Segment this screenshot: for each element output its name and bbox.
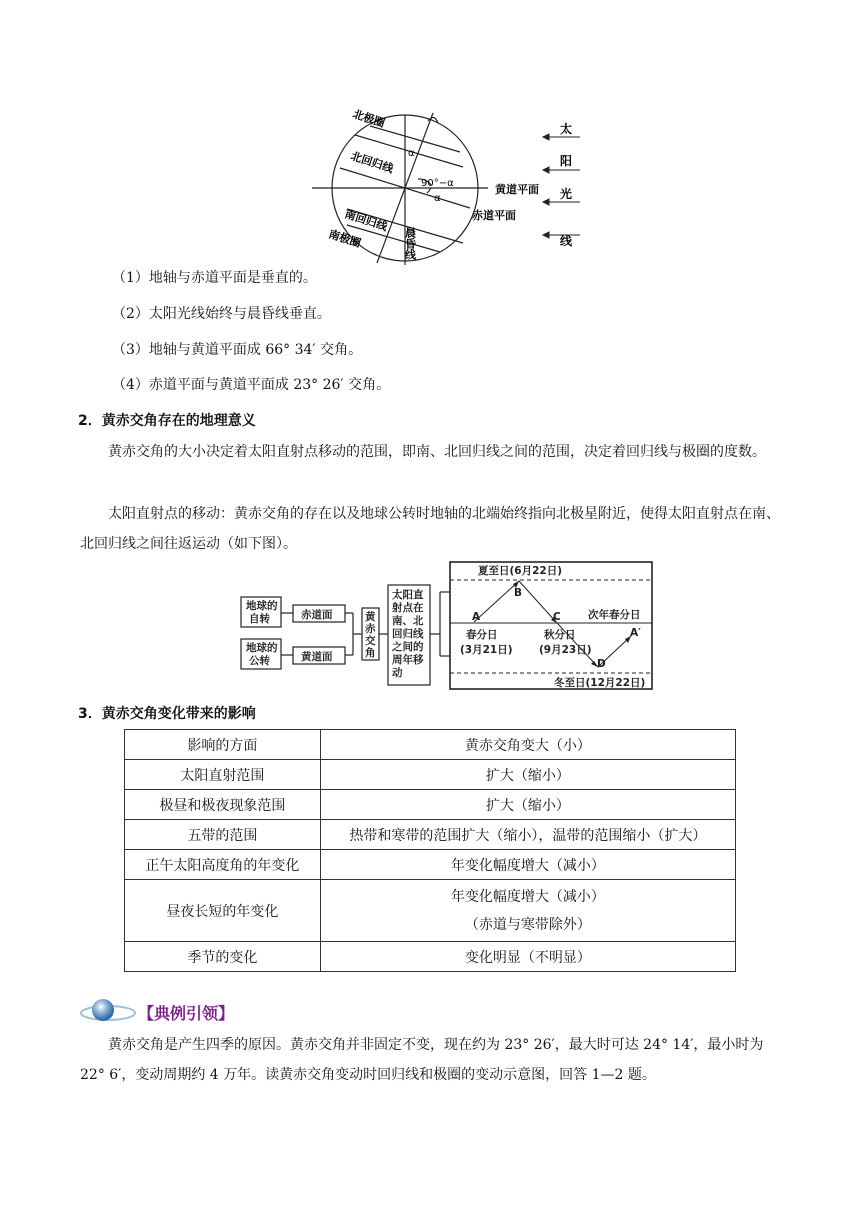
movement-line-2: 射点在 [392, 602, 424, 614]
table-cell: 热带和寒带的范围扩大（缩小），温带的范围缩小（扩大） [320, 820, 735, 850]
terminator-text: 晨昏线 [403, 227, 417, 260]
globe-icon [78, 996, 138, 1026]
movement-line-5: 之间的 [392, 641, 424, 653]
section-2-title: 2．黄赤交角存在的地理意义 [78, 413, 256, 429]
table-row [125, 820, 736, 850]
spring-equinox-date: (3月21日) [460, 644, 513, 656]
movement-line-3: 南、北 [392, 615, 424, 627]
table-cell: 昼夜长短的年变化 [125, 880, 321, 942]
spring-equinox-label: 春分日 [466, 629, 498, 641]
table-header-row [125, 730, 736, 760]
revolution-line-2: 公转 [249, 655, 270, 667]
movement-frame [450, 562, 652, 689]
table-row [125, 942, 736, 972]
obliquity-char-4: 角 [365, 647, 376, 659]
example-paragraph: 黄赤交角是产生四季的原因。黄赤交角并非固定不变，现在约为 23° 26′，最大时可达 24° 14′，最小时为 22° 6′，变动周期约 4 万年。读黄赤交角变动时回归线和极圈的变动示意图，回答 1—2 题。 [80, 1037, 764, 1083]
point-4: （4）赤道平面与黄道平面成 23° 26′ 交角。 [112, 377, 391, 393]
tropic-capricorn-label: 南回归线 [343, 207, 389, 234]
alpha-label-2: α [434, 193, 441, 204]
sun-char-4: 线 [560, 234, 573, 248]
rotation-line-1: 地球的 [246, 600, 278, 612]
section-2-para-1: 黄赤交角的大小决定着太阳直射点移动的范围，即南、北回归线之间的范围，决定着回归线与极圈的度数。 [108, 444, 766, 460]
autumn-equinox-label: 秋分日 [544, 629, 576, 641]
rotation-line-2: 自转 [249, 613, 270, 625]
next-spring-label: 次年春分日 [588, 609, 641, 621]
table-cell: 极昼和极夜现象范围 [125, 790, 321, 820]
sun-char-3: 光 [560, 187, 573, 201]
sun-char-1: 太 [560, 122, 573, 136]
point-3: （3）地轴与黄道平面成 66° 34′ 交角。 [112, 342, 363, 358]
table-cell: 扩大（缩小） [320, 760, 735, 790]
autumn-equinox-date: (9月23日) [539, 644, 592, 656]
equator-plane-label: 赤道面 [301, 609, 333, 621]
south-polar-label: 南极圈 [327, 227, 363, 251]
daylen-line-2: （赤道与寒带除外） [464, 916, 591, 933]
earth-obliquity-diagram [300, 95, 600, 270]
point-2: （2）太阳光线始终与晨昏线垂直。 [112, 306, 331, 322]
summer-solstice-label: 夏至日(6月22日) [478, 565, 563, 577]
ecliptic-label: 黄道平面 [495, 183, 539, 196]
point-c: C [553, 611, 561, 623]
terminator-label [404, 226, 417, 261]
point-a: A [472, 611, 481, 623]
obliquity-char-2: 赤 [365, 623, 376, 635]
equator-label: 赤道平面 [472, 209, 516, 222]
direct-point-movement-diagram [236, 560, 656, 692]
section-3-title: 3．黄赤交角变化带来的影响 [78, 706, 256, 722]
arctic-circle-line [370, 126, 460, 152]
table-row [125, 880, 736, 942]
movement-line-1: 太阳直 [392, 589, 424, 601]
table-row [125, 850, 736, 880]
sun-rays [543, 134, 580, 238]
section-2-para-2: 太阳直射点的移动：黄赤交角的存在以及地球公转时地轴的北端始终指向北极星附近，使得太阳直射点在南、北回归线之间往返运动（如下图）。 [80, 506, 780, 552]
obliquity-char-1: 黄 [365, 611, 376, 623]
table-cell: 太阳直射范围 [125, 760, 321, 790]
daylen-line-1: 年变化幅度增大（减小） [450, 888, 605, 905]
impact-table [124, 729, 736, 972]
winter-solstice-label: 冬至日(12月22日) [554, 677, 646, 689]
table-cell: 变化明显（不明显） [320, 942, 735, 972]
table-cell: 五带的范围 [125, 820, 321, 850]
table-row [125, 760, 736, 790]
point-d: D [597, 658, 606, 670]
table-cell [320, 880, 735, 942]
sun-char-2: 阳 [560, 154, 573, 168]
point-1: （1）地轴与赤道平面是垂直的。 [112, 270, 317, 286]
north-polar-label: 北极圈 [351, 107, 387, 131]
tropic-cancer-label: 北回归线 [349, 149, 395, 176]
angle-label: 90°−α [421, 178, 454, 189]
alpha-label: α [408, 148, 415, 159]
point-b: B [514, 587, 523, 599]
table-cell: 正午太阳高度角的年变化 [125, 850, 321, 880]
header-cell: 黄赤交角变大（小） [320, 730, 735, 760]
header-cell: 影响的方面 [125, 730, 321, 760]
obliquity-char-3: 交 [365, 635, 376, 647]
example-title: 【典例引领】 [138, 1004, 235, 1023]
table-cell: 扩大（缩小） [320, 790, 735, 820]
ecliptic-plane-label: 黄道面 [301, 651, 333, 663]
movement-line-4: 回归线 [392, 628, 424, 640]
table-row [125, 790, 736, 820]
revolution-line-1: 地球的 [246, 642, 278, 654]
table-cell: 年变化幅度增大（减小） [320, 850, 735, 880]
movement-line-6: 周年移 [392, 654, 424, 666]
table-cell: 季节的变化 [125, 942, 321, 972]
movement-line-7: 动 [392, 667, 403, 679]
point-a-prime: A′ [630, 627, 641, 639]
